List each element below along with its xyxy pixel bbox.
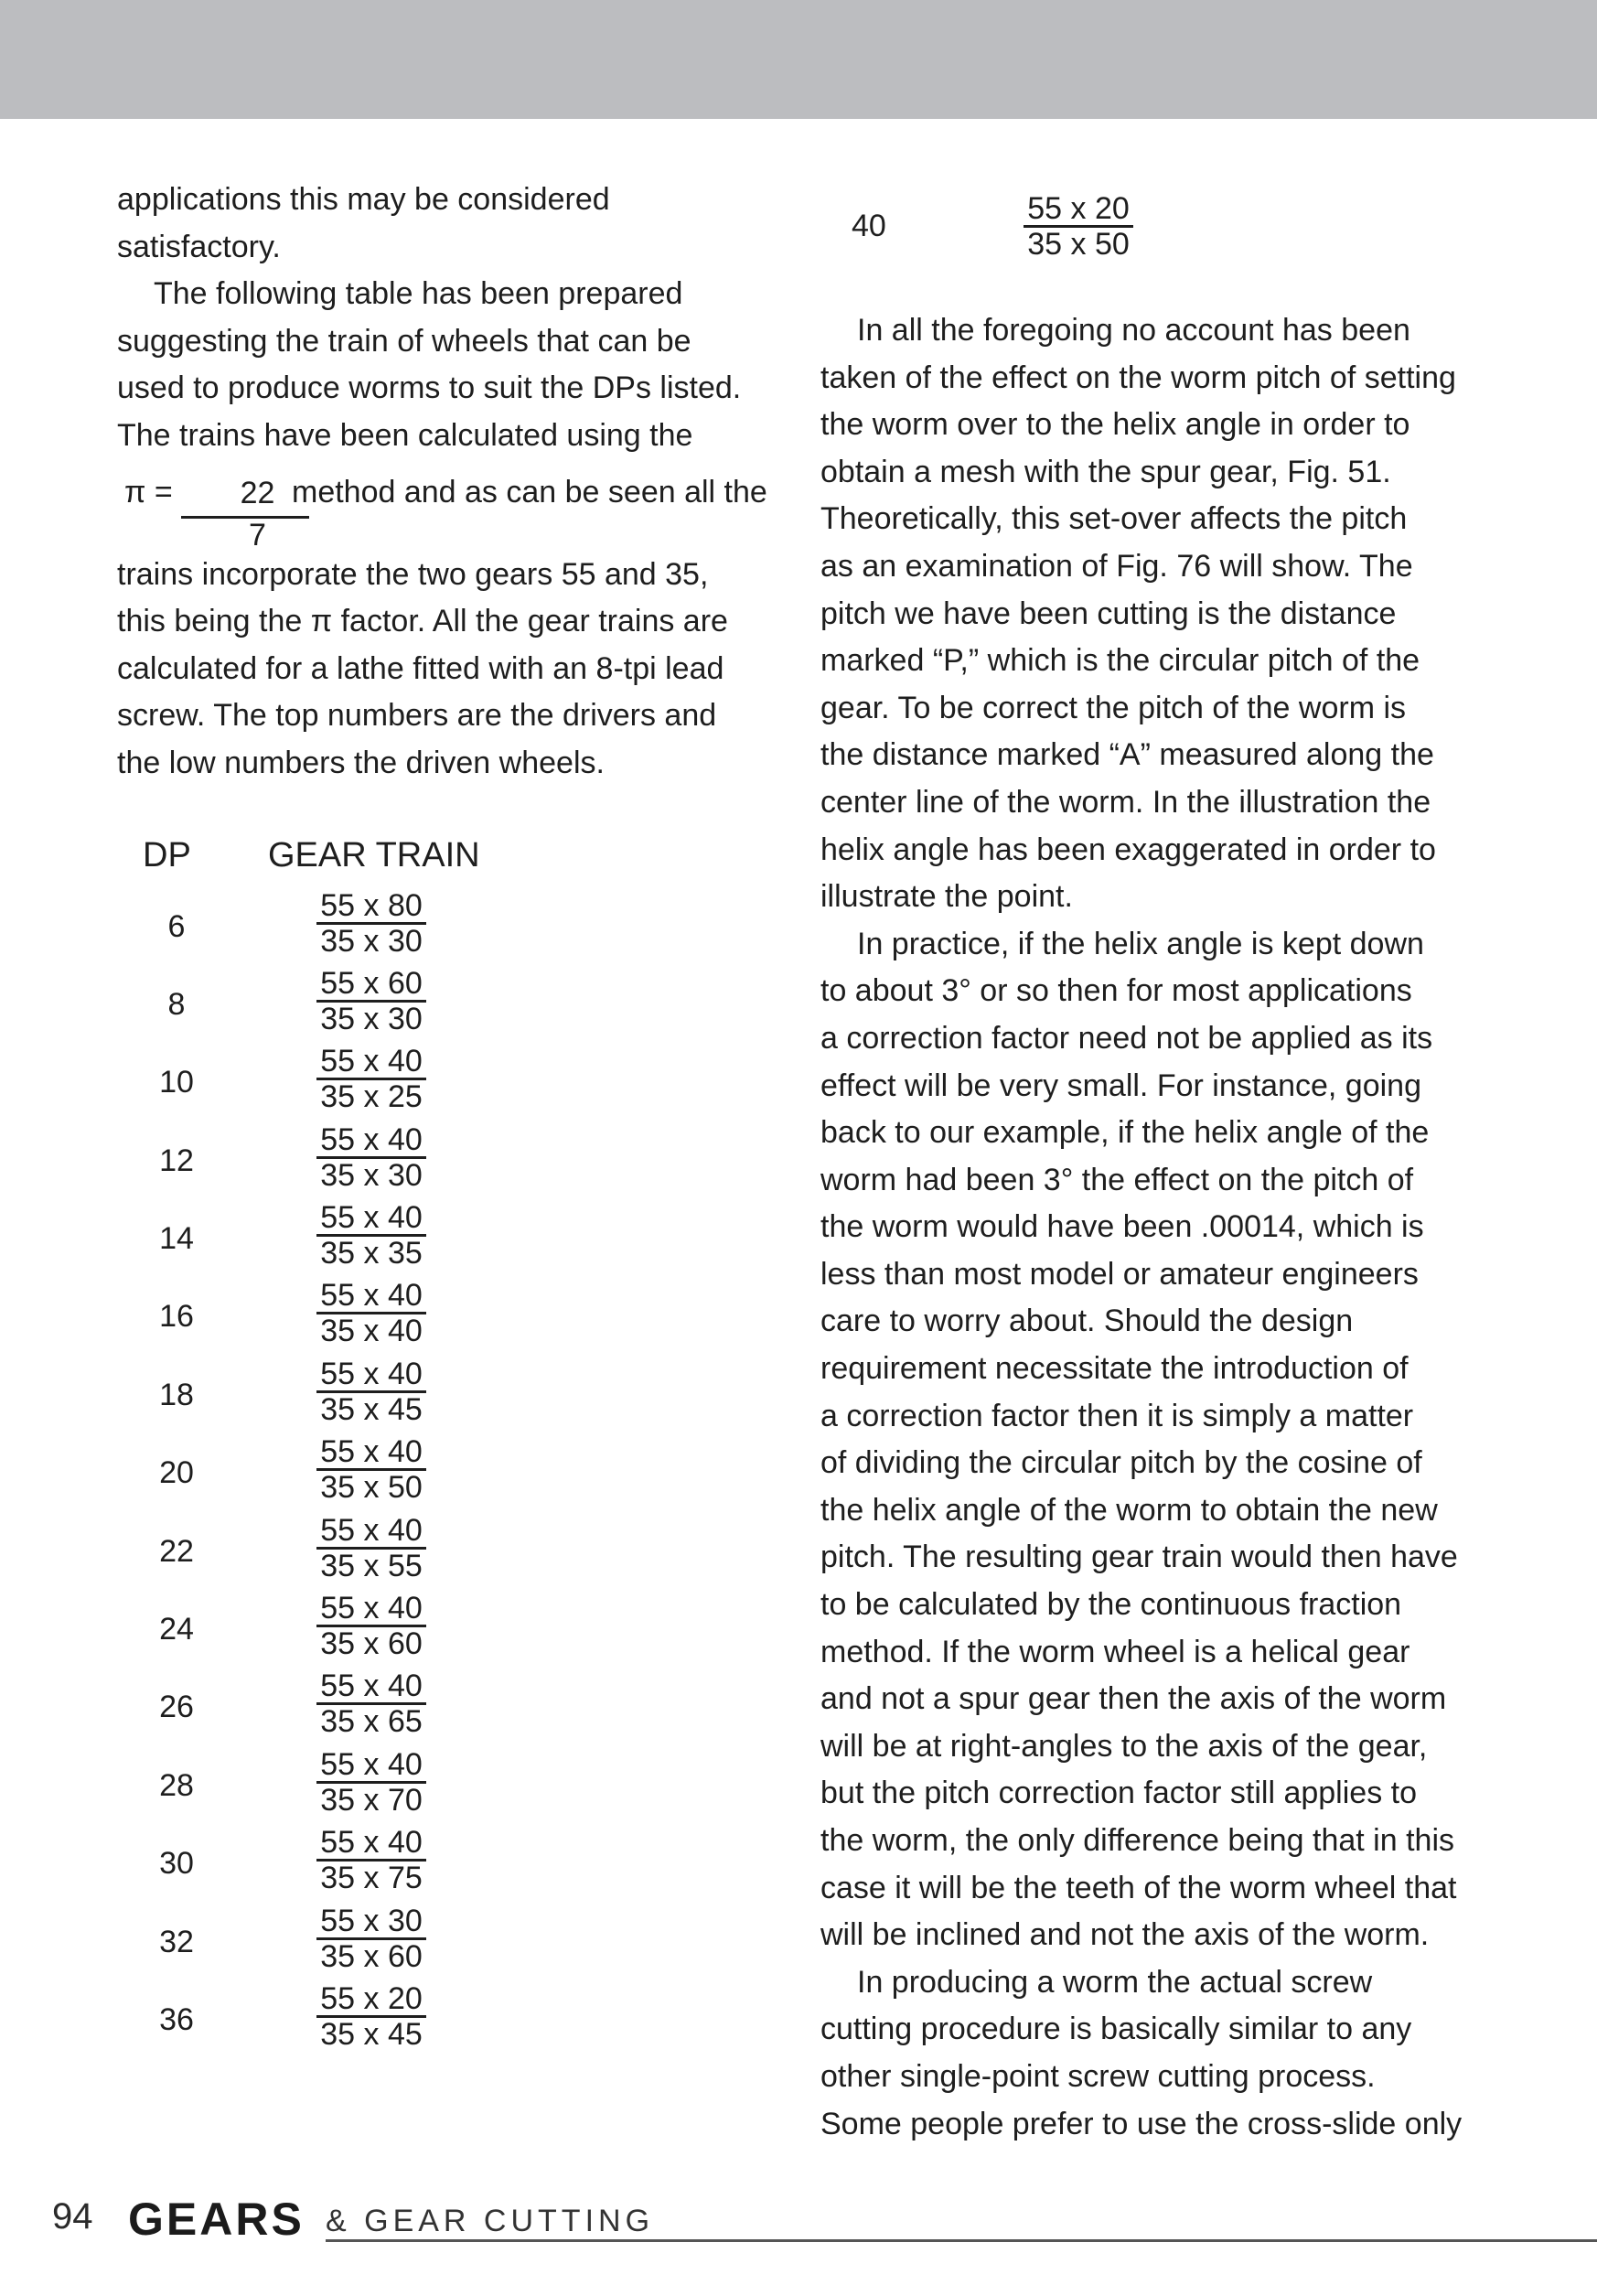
text-line: taken of the effect on the worm pitch of setting bbox=[820, 359, 1456, 395]
driven-gears: 35 x 55 bbox=[320, 1548, 423, 1583]
text-line: worm had been 3° the effect on the pitch of bbox=[820, 1162, 1414, 1197]
text-line: suggesting the train of wheels that can be bbox=[117, 323, 691, 359]
dp-value: 12 bbox=[159, 1143, 194, 1178]
driver-gears: 55 x 20 bbox=[1024, 192, 1133, 228]
driven-gears: 35 x 50 bbox=[1027, 227, 1130, 262]
table-rows bbox=[117, 889, 794, 2061]
text-line: the low numbers the driven wheels. bbox=[117, 745, 605, 780]
text-line: to about 3° or so then for most applications bbox=[820, 973, 1412, 1009]
gear-train-fraction bbox=[316, 967, 426, 1035]
driven-gears: 35 x 40 bbox=[320, 1314, 423, 1349]
pi-formula bbox=[117, 460, 794, 552]
dp-value: 26 bbox=[159, 1690, 194, 1725]
text-line: trains incorporate the two gears 55 and 35, bbox=[117, 556, 709, 592]
text-line: effect will be very small. For instance, going bbox=[820, 1068, 1421, 1103]
driver-gears: 55 x 40 bbox=[316, 1592, 426, 1627]
page-number: 94 bbox=[52, 2196, 93, 2237]
text-line: Theoretically, this set-over affects the pitch bbox=[820, 501, 1408, 537]
table-row bbox=[117, 1435, 794, 1513]
driven-gears: 35 x 35 bbox=[320, 1236, 423, 1271]
text-line: this being the π factor. All the gear trains are bbox=[117, 604, 728, 639]
gear-train-fraction bbox=[316, 1669, 426, 1738]
table-row bbox=[117, 1045, 794, 1122]
table-row bbox=[117, 1826, 794, 1904]
text-line: the distance marked “A” measured along the bbox=[820, 737, 1434, 773]
gear-train-fraction bbox=[316, 1123, 426, 1192]
dp-value: 14 bbox=[159, 1221, 194, 1257]
table-row-continued bbox=[820, 177, 1497, 262]
driven-gears: 35 x 60 bbox=[320, 1626, 423, 1662]
text-line: the helix angle of the worm to obtain the new bbox=[820, 1492, 1438, 1528]
text-line: pitch. The resulting gear train would then have bbox=[820, 1540, 1458, 1575]
gear-train-fraction bbox=[316, 1514, 426, 1583]
table-row bbox=[117, 889, 794, 967]
text-line: method. If the worm wheel is a helical gear bbox=[820, 1634, 1410, 1669]
right-paragraph-1 bbox=[820, 307, 1497, 921]
table-header bbox=[117, 836, 794, 889]
driven-gears: 35 x 30 bbox=[320, 1001, 423, 1036]
driver-gears: 55 x 40 bbox=[316, 1279, 426, 1314]
driver-gears: 55 x 40 bbox=[316, 1201, 426, 1237]
dp-value: 28 bbox=[159, 1767, 194, 1803]
right-text bbox=[820, 307, 1497, 2148]
driven-gears: 35 x 25 bbox=[320, 1079, 423, 1115]
gear-train-fraction bbox=[316, 1982, 426, 2051]
table-row bbox=[117, 1123, 794, 1201]
driver-gears: 55 x 20 bbox=[316, 1982, 426, 2018]
text-line: less than most model or amateur engineers bbox=[820, 1256, 1419, 1292]
text-line: as an examination of Fig. 76 will show. The bbox=[820, 548, 1413, 584]
gear-train-fraction bbox=[316, 1435, 426, 1504]
driver-gears: 55 x 40 bbox=[316, 1123, 426, 1159]
text-line: other single-point screw cutting process. bbox=[820, 2058, 1376, 2094]
text-line: screw. The top numbers are the drivers and bbox=[117, 698, 717, 734]
gear-train-fraction bbox=[316, 1201, 426, 1270]
driven-gears: 35 x 45 bbox=[320, 2017, 423, 2052]
driven-gears: 35 x 60 bbox=[320, 1938, 423, 1974]
driven-gears: 35 x 30 bbox=[320, 1157, 423, 1193]
table-row bbox=[117, 967, 794, 1045]
right-paragraph-3 bbox=[820, 1959, 1497, 2148]
text-line: requirement necessitate the introduction of bbox=[820, 1351, 1409, 1387]
driven-gears: 35 x 65 bbox=[320, 1704, 423, 1740]
dp-value: 36 bbox=[159, 2002, 194, 2037]
text-line: and not a spur gear then the axis of the worm bbox=[820, 1681, 1447, 1717]
table-row bbox=[117, 1982, 794, 2060]
text-line: In producing a worm the actual screw bbox=[857, 1964, 1373, 2000]
driver-gears: 55 x 80 bbox=[316, 889, 426, 925]
text-line: case it will be the teeth of the worm wheel that bbox=[820, 1870, 1457, 1905]
dp-value: 6 bbox=[167, 908, 186, 944]
driver-gears: 55 x 40 bbox=[316, 1357, 426, 1393]
text-line: of dividing the circular pitch by the cosine of bbox=[820, 1445, 1422, 1481]
gear-train-fraction bbox=[316, 889, 426, 958]
text-line: The trains have been calculated using the bbox=[117, 417, 693, 453]
driver-gears: 55 x 30 bbox=[316, 1904, 426, 1940]
text-line: obtain a mesh with the spur gear, Fig. 51. bbox=[820, 454, 1391, 489]
text-line: a correction factor then it is simply a matter bbox=[820, 1398, 1414, 1433]
text-line: cutting procedure is basically similar to any bbox=[820, 2012, 1412, 2047]
dp-value: 30 bbox=[159, 1846, 194, 1882]
header-band bbox=[0, 0, 1597, 119]
pi-numerator: 22 bbox=[240, 475, 275, 510]
dp-value: 40 bbox=[852, 209, 886, 243]
pi-denominator: 7 bbox=[249, 517, 266, 553]
text-line: gear. To be correct the pitch of the worm is bbox=[820, 690, 1407, 725]
driver-gears: 55 x 60 bbox=[316, 967, 426, 1003]
dp-value: 22 bbox=[159, 1533, 194, 1569]
driver-gears: 55 x 40 bbox=[316, 1045, 426, 1080]
footer-rule bbox=[326, 2239, 1597, 2242]
gear-train-table bbox=[117, 836, 794, 2061]
book-subtitle: & GEAR CUTTING bbox=[326, 2204, 655, 2238]
text-line: the worm, the only difference being that in this bbox=[820, 1823, 1454, 1858]
driver-gears: 55 x 40 bbox=[316, 1435, 426, 1471]
gear-train-fraction bbox=[316, 1826, 426, 1894]
table-row bbox=[117, 1592, 794, 1669]
header-gear-train: GEAR TRAIN bbox=[268, 835, 480, 874]
driven-gears: 35 x 30 bbox=[320, 923, 423, 959]
text-line: to be calculated by the continuous fraction bbox=[820, 1587, 1402, 1623]
driver-gears: 55 x 40 bbox=[316, 1826, 426, 1861]
pi-formula-rest: method and as can be seen all the bbox=[292, 474, 767, 510]
left-paragraph-1 bbox=[117, 177, 794, 271]
text-line: used to produce worms to suit the DPs listed. bbox=[117, 370, 742, 406]
driven-gears: 35 x 75 bbox=[320, 1861, 423, 1896]
driven-gears: 35 x 70 bbox=[320, 1782, 423, 1818]
left-paragraph-3 bbox=[117, 552, 794, 788]
driven-gears: 35 x 45 bbox=[320, 1391, 423, 1427]
table-row bbox=[117, 1904, 794, 1982]
right-column bbox=[820, 177, 1497, 2148]
gear-train-fraction bbox=[1024, 192, 1133, 261]
driver-gears: 55 x 40 bbox=[316, 1748, 426, 1784]
table-row bbox=[117, 1748, 794, 1826]
page-footer bbox=[0, 2191, 1597, 2255]
text-line: a correction factor need not be applied as its bbox=[820, 1020, 1433, 1056]
text-line: calculated for a lathe fitted with an 8-tpi lead bbox=[117, 650, 724, 686]
driver-gears: 55 x 40 bbox=[316, 1514, 426, 1550]
gear-train-fraction bbox=[316, 1357, 426, 1426]
gear-train-fraction bbox=[316, 1904, 426, 1973]
pi-symbol: π = bbox=[124, 474, 173, 510]
table-row bbox=[117, 1357, 794, 1435]
text-line: will be inclined and not the axis of the worm. bbox=[820, 1917, 1430, 1953]
text-line: care to worry about. Should the design bbox=[820, 1304, 1354, 1339]
dp-value: 18 bbox=[159, 1377, 194, 1412]
dp-value: 24 bbox=[159, 1612, 194, 1647]
dp-value: 8 bbox=[167, 986, 186, 1022]
text-line: The following table has been prepared bbox=[154, 276, 683, 312]
gear-train-fraction bbox=[316, 1279, 426, 1347]
header-dp: DP bbox=[143, 835, 191, 874]
table-row bbox=[117, 1669, 794, 1747]
driven-gears: 35 x 50 bbox=[320, 1470, 423, 1506]
text-line: but the pitch correction factor still applies to bbox=[820, 1776, 1417, 1811]
left-column bbox=[117, 177, 794, 2060]
gear-train-fraction bbox=[316, 1748, 426, 1817]
text-line: In all the foregoing no account has been bbox=[857, 313, 1410, 348]
text-line: back to our example, if the helix angle of the bbox=[820, 1115, 1430, 1151]
text-line: Some people prefer to use the cross-slide only bbox=[820, 2106, 1463, 2141]
dp-value: 10 bbox=[159, 1065, 194, 1100]
dp-value: 20 bbox=[159, 1455, 194, 1491]
dp-value: 16 bbox=[159, 1299, 194, 1335]
text-line: helix angle has been exaggerated in order to bbox=[820, 831, 1436, 867]
gear-train-fraction bbox=[316, 1592, 426, 1660]
text-line: applications this may be considered bbox=[117, 182, 610, 217]
text-line: the worm would have been .00014, which is bbox=[820, 1209, 1424, 1245]
table-row bbox=[117, 1201, 794, 1279]
text-line: pitch we have been cutting is the distance bbox=[820, 595, 1397, 631]
left-paragraph-2 bbox=[117, 271, 794, 459]
book-title-brand: GEARS bbox=[128, 2194, 305, 2245]
dp-value: 32 bbox=[159, 1924, 194, 1959]
text-line: center line of the worm. In the illustration the bbox=[820, 784, 1431, 820]
text-line: illustrate the point. bbox=[820, 879, 1073, 915]
right-paragraph-2 bbox=[820, 921, 1497, 1959]
driver-gears: 55 x 40 bbox=[316, 1669, 426, 1705]
gear-train-fraction bbox=[316, 1045, 426, 1113]
table-row bbox=[117, 1279, 794, 1357]
text-line: satisfactory. bbox=[117, 229, 281, 264]
text-line: In practice, if the helix angle is kept down bbox=[857, 926, 1424, 961]
text-line: the worm over to the helix angle in order to bbox=[820, 407, 1410, 443]
table-row bbox=[117, 1514, 794, 1592]
text-line: will be at right-angles to the axis of the gear, bbox=[820, 1728, 1428, 1764]
text-line: marked “P,” which is the circular pitch of the bbox=[820, 643, 1420, 679]
